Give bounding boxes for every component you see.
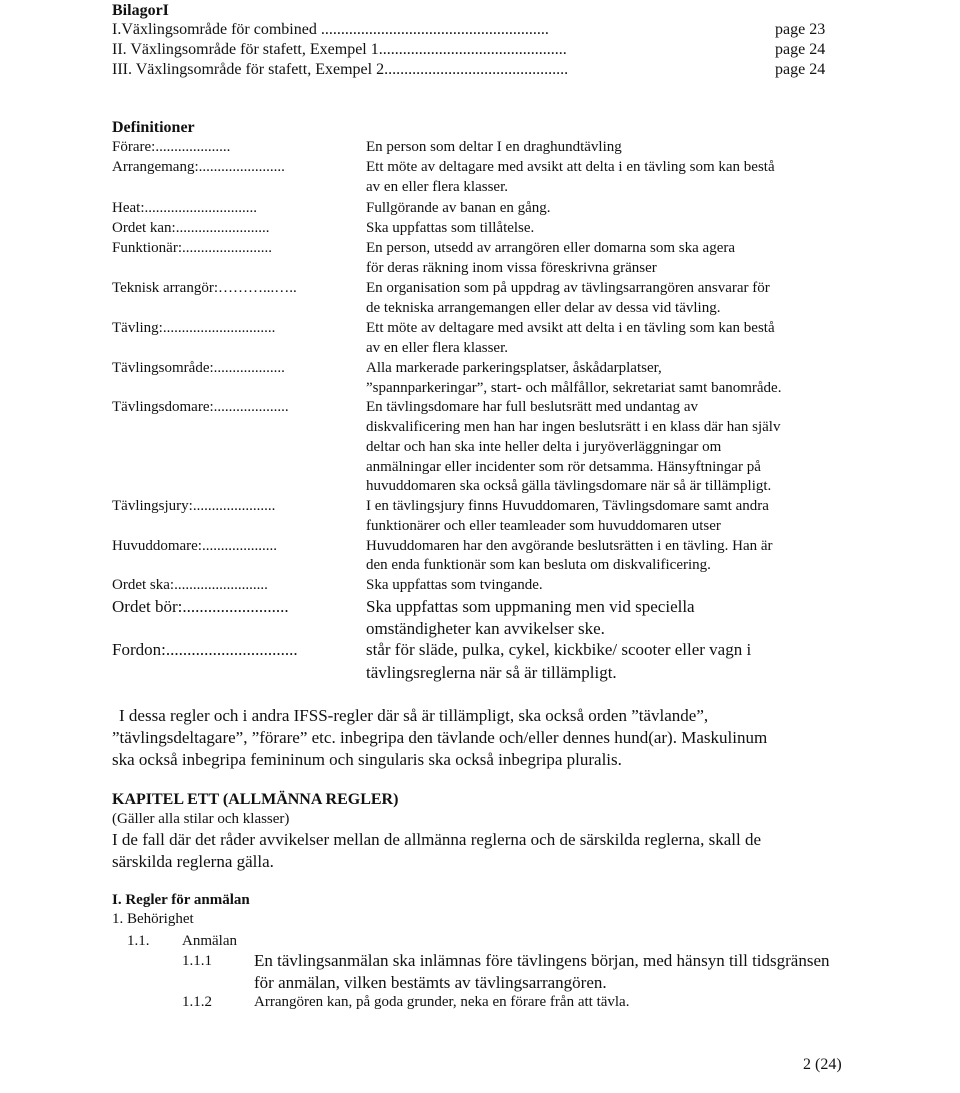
definition-text: de tekniska arrangemangen eller delar av dessa vid tävling. bbox=[366, 300, 721, 316]
definition-text: Ett möte av deltagare med avsikt att delta i en tävling som kan bestå bbox=[366, 159, 775, 175]
definition-term: Tävling:.............................. bbox=[112, 320, 276, 336]
definition-term: Huvuddomare:.................... bbox=[112, 538, 277, 554]
definition-term: Förare:.................... bbox=[112, 139, 231, 155]
definition-text: En person, utsedd av arrangören eller domarna som ska agera bbox=[366, 240, 736, 256]
definition-text: ”spannparkeringar”, start- och målfållor, sekretariat samt banområde. bbox=[366, 380, 782, 396]
definition-term: Heat:.............................. bbox=[112, 200, 257, 216]
definition-text: den enda funktionär som kan besluta om diskvalificering. bbox=[366, 557, 711, 573]
chapter-title: KAPITEL ETT (ALLMÄNNA REGLER) bbox=[112, 791, 399, 808]
bilagor-item-page: page 24 bbox=[775, 41, 826, 58]
intro-paragraph-line: ”tävlingsdeltagare”, ”förare” etc. inbegripa den tävlande och/eller dennes hund(ar). Maskulinum bbox=[112, 728, 768, 747]
definition-text: för deras räkning inom vissa föreskrivna gränser bbox=[366, 260, 657, 276]
definition-text: tävlingsreglerna när så är tillämpligt. bbox=[366, 663, 617, 682]
definition-text: Fullgörande av banan en gång. bbox=[366, 200, 551, 216]
definition-text: av en eller flera klasser. bbox=[366, 340, 509, 356]
subsection-number: 1.1. bbox=[127, 933, 150, 949]
definition-term: Tävlingsområde:................... bbox=[112, 360, 285, 376]
definition-term: Tävlingsjury:...................... bbox=[112, 498, 276, 514]
definition-text: I en tävlingsjury finns Huvuddomaren, Tävlingsdomare samt andra bbox=[366, 498, 769, 514]
bilagor-item-label: II. Växlingsområde för stafett, Exempel 1............................................... bbox=[112, 41, 567, 58]
definition-text: deltar och han ska inte heller delta i juryöverläggningar om bbox=[366, 439, 722, 455]
definition-text: Ska uppfattas som tvingande. bbox=[366, 577, 543, 593]
definition-term: Teknisk arrangör:………...….. bbox=[112, 280, 297, 296]
section-title: I. Regler för anmälan bbox=[112, 892, 250, 908]
definition-text: av en eller flera klasser. bbox=[366, 179, 509, 195]
definition-text: Huvuddomaren har den avgörande beslutsrätten i en tävling. Han är bbox=[366, 538, 773, 554]
chapter-text-line: särskilda reglerna gälla. bbox=[112, 852, 274, 871]
bilagor-item-label: I.Växlingsområde för combined ......................................................... bbox=[112, 21, 549, 38]
definition-text: En organisation som på uppdrag av tävlingsarrangören ansvarar för bbox=[366, 280, 770, 296]
bilagor-heading: BilagorI bbox=[112, 2, 169, 19]
definition-text: huvuddomaren ska också gälla tävlingsdomare när så är tillämpligt. bbox=[366, 478, 772, 494]
definition-text: anmälningar eller incidenter som rör detsamma. Hänsyftningar på bbox=[366, 459, 761, 475]
rule-number: 1.1.2 bbox=[182, 994, 212, 1010]
definition-text: Alla markerade parkeringsplatser, åskådarplatser, bbox=[366, 360, 662, 376]
rule-text: En tävlingsanmälan ska inlämnas före tävlingens början, med hänsyn till tidsgränsen bbox=[254, 951, 830, 970]
definition-text: står för släde, pulka, cykel, kickbike/ scooter eller vagn i bbox=[366, 640, 752, 659]
definition-text: En tävlingsdomare har full beslutsrätt med undantag av bbox=[366, 399, 698, 415]
definition-text: Ska uppfattas som uppmaning men vid speciella bbox=[366, 597, 695, 616]
subsection-label: Anmälan bbox=[182, 933, 237, 949]
subsection-heading: 1. Behörighet bbox=[112, 911, 194, 927]
bilagor-item-page: page 24 bbox=[775, 61, 826, 78]
definition-term: Funktionär:........................ bbox=[112, 240, 272, 256]
intro-paragraph-line: I dessa regler och i andra IFSS-regler där så är tillämpligt, ska också orden ”tävlande”, bbox=[119, 706, 709, 725]
definition-text: diskvalificering men han har ingen beslutsrätt i en klass där han själv bbox=[366, 419, 781, 435]
definition-text: Ett möte av deltagare med avsikt att delta i en tävling som kan bestå bbox=[366, 320, 775, 336]
chapter-text-line: I de fall där det råder avvikelser mellan de allmänna reglerna och de särskilda reglerna, skall de bbox=[112, 830, 762, 849]
definitioner-heading: Definitioner bbox=[112, 119, 195, 136]
chapter-subtitle: (Gäller alla stilar och klasser) bbox=[112, 811, 290, 827]
definition-term: Ordet bör:......................... bbox=[112, 597, 289, 616]
definition-term: Tävlingsdomare:.................... bbox=[112, 399, 289, 415]
bilagor-item-page: page 23 bbox=[775, 21, 826, 38]
rule-text: Arrangören kan, på goda grunder, neka en förare från att tävla. bbox=[254, 994, 630, 1010]
definition-text: funktionärer och eller teamleader som huvuddomaren utser bbox=[366, 518, 721, 534]
definition-term: Fordon:............................... bbox=[112, 640, 298, 659]
definition-text: omständigheter kan avvikelser ske. bbox=[366, 619, 605, 638]
definition-term: Arrangemang:....................... bbox=[112, 159, 285, 175]
definition-term: Ordet ska:......................... bbox=[112, 577, 268, 593]
rule-text: för anmälan, vilken bestämts av tävlingsarrangören. bbox=[254, 973, 607, 992]
intro-paragraph-line: ska också inbegripa femininum och singularis ska också inbegripa pluralis. bbox=[112, 750, 622, 769]
definition-text: Ska uppfattas som tillåtelse. bbox=[366, 220, 535, 236]
page-number: 2 (24) bbox=[803, 1056, 842, 1073]
rule-number: 1.1.1 bbox=[182, 953, 212, 969]
bilagor-item-label: III. Växlingsområde för stafett, Exempel 2.............................................. bbox=[112, 61, 569, 78]
definition-text: En person som deltar I en draghundtävling bbox=[366, 139, 622, 155]
definition-term: Ordet kan:......................... bbox=[112, 220, 270, 236]
